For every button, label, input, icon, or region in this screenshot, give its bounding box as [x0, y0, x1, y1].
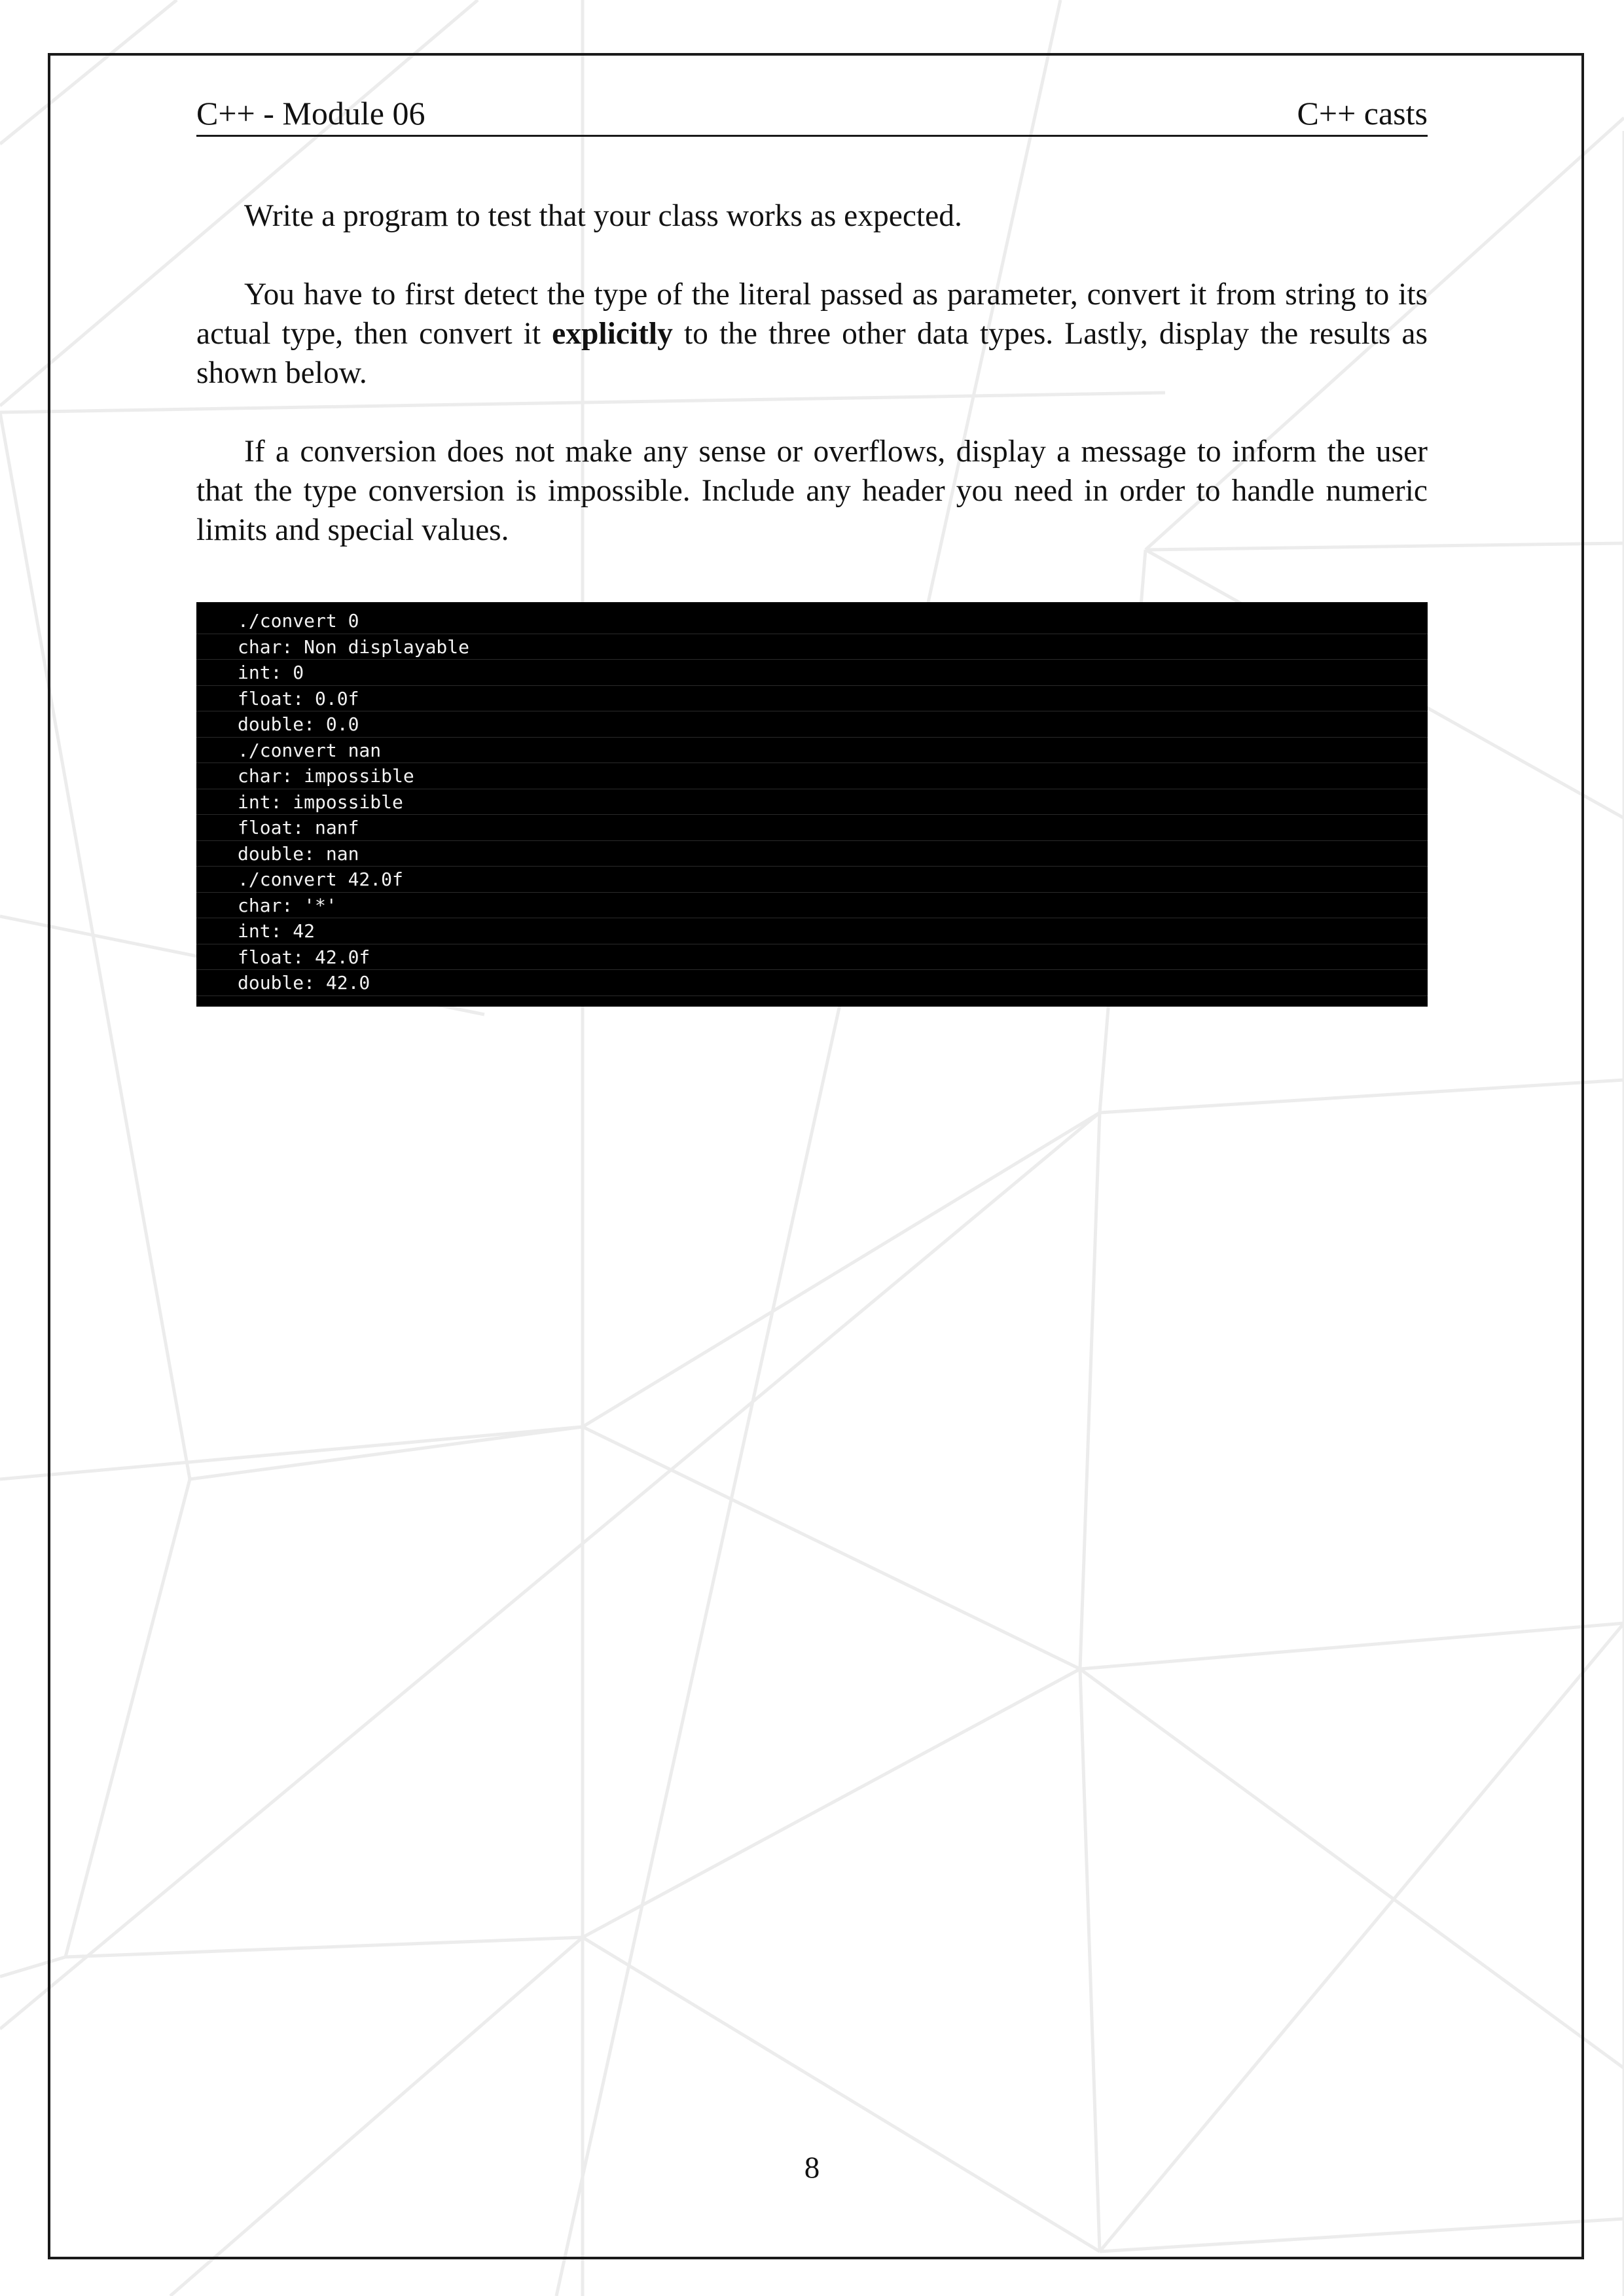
paragraph-2-bold-word: explicitly: [552, 317, 673, 351]
paragraph-3: If a conversion does not make any sense or overflows, display a message to inform the user that the type conversion is impossible. Include any header you need in order to handle numeric limits and special values.: [196, 435, 1428, 547]
code-block: [196, 602, 1428, 1007]
code-line: int: impossible: [196, 789, 1428, 816]
code-line: double: 42.0: [196, 970, 1428, 996]
code-line: double: nan: [196, 841, 1428, 867]
code-line: float: 42.0f: [196, 944, 1428, 971]
code-line: ./convert 0: [196, 608, 1428, 634]
paragraph-1: Write a program to test that your class works as expected.: [244, 199, 962, 233]
paragraph-2-text-before: You have to first detect the type of the literal passed as parameter, convert it from string to its actual type, then convert it: [196, 278, 1428, 351]
code-line: float: nanf: [196, 815, 1428, 841]
page-number: 8: [804, 2151, 820, 2185]
code-line: ./convert nan: [196, 738, 1428, 764]
code-line: char: impossible: [196, 763, 1428, 789]
page-header: [196, 92, 1428, 137]
code-line: int: 0: [196, 660, 1428, 686]
code-line: char: '*': [196, 893, 1428, 919]
code-line: double: 0.0: [196, 711, 1428, 738]
paragraph-2-text-after: to the three other data types. Lastly, display the results as shown below.: [196, 317, 1428, 390]
header-module-title: C++ - Module 06: [196, 95, 425, 132]
paragraph-2: [196, 275, 1428, 393]
code-line: char: Non displayable: [196, 634, 1428, 660]
code-line: int: 42: [196, 918, 1428, 944]
body-text: [196, 196, 1428, 589]
code-line: ./convert 42.0f: [196, 867, 1428, 893]
code-line: float: 0.0f: [196, 686, 1428, 712]
header-section-title: C++ casts: [1297, 95, 1428, 132]
